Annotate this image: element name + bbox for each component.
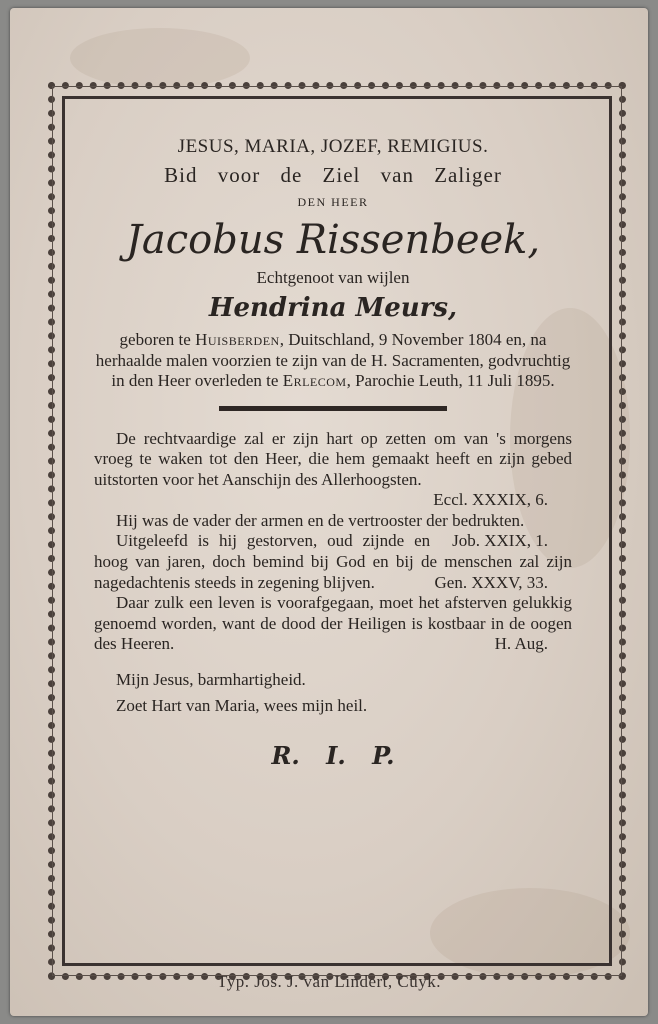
verse-text-inline: Uitgeleefd is hij gestorven, oud zijnde en hoog van jaren, doch bemind bij God en bij de menschen zal zijn nagedachtenis steeds in zegening blijven. <box>94 531 572 592</box>
birth-text-3: , Parochie Leuth, 11 Juli 1895. <box>346 371 555 390</box>
birth-text-2: , Duitschland, 9 November 1804 en, na herhaalde malen voorzien te zijn van de H. Sacramenten, godvruchtig in den Heer overleden te <box>95 330 571 390</box>
verse-reference: Gen. XXXV, 33. <box>434 572 548 592</box>
invocation: JESUS, MARIA, JOZEF, REMIGIUS. <box>177 136 489 157</box>
spouse-intro: Echtgenoot van wijlen <box>256 268 410 287</box>
paper-stain <box>70 28 250 88</box>
divider-rule <box>219 406 447 411</box>
death-place: Erlecom <box>282 371 347 390</box>
verse-text <box>94 510 572 551</box>
verse-text <box>94 593 572 655</box>
birth-text-1: geboren te <box>119 330 196 349</box>
deceased-name: Jacobus Rissenbeek, <box>125 217 541 263</box>
prayer-line: Bid voor de Ziel van Zaliger <box>164 163 502 187</box>
card-text <box>94 134 572 770</box>
birth-place: Huisberden <box>195 330 280 349</box>
birth-death-text <box>94 330 572 392</box>
verse-text-inline: Daar zulk een leven is voorafgegaan, moet het afsterven gelukkig genoemd worden, want de dood der Heiligen is kostbaar in de oogen des Heeren. <box>94 593 572 654</box>
prayer-line: Zoet Hart van Maria, wees mijn heil. <box>116 696 368 716</box>
verse-reference: Job. XXIX, 1. <box>452 531 548 551</box>
verse-text-inline: Hij was de vader der armen en de vertrooster der bedrukten. <box>116 510 525 530</box>
verse-reference: H. Aug. <box>494 634 548 654</box>
verse-text: De rechtvaardige zal er zijn hart op zetten om van 's morgens vroeg te waken tot den Heer, die hem gemaakt heeft en zijn gebed uitstorten voor het Aanschijn des Allerhoogsten. <box>94 428 572 489</box>
spouse-name: Hendrina Meurs, <box>208 293 458 323</box>
printer-credit: Typ. Jos. J. van Lindert, Cuyk. <box>217 972 441 991</box>
rip-text: R. I. P. <box>271 741 395 771</box>
memorial-card <box>10 8 648 1016</box>
verse-block <box>94 429 572 656</box>
prayer-line: Mijn Jesus, barmhartigheid. <box>116 670 306 690</box>
verse-reference: Eccl. XXXIX, 6. <box>433 490 548 510</box>
prayer-block <box>94 667 572 719</box>
title-prefix: DEN HEER <box>297 195 369 209</box>
